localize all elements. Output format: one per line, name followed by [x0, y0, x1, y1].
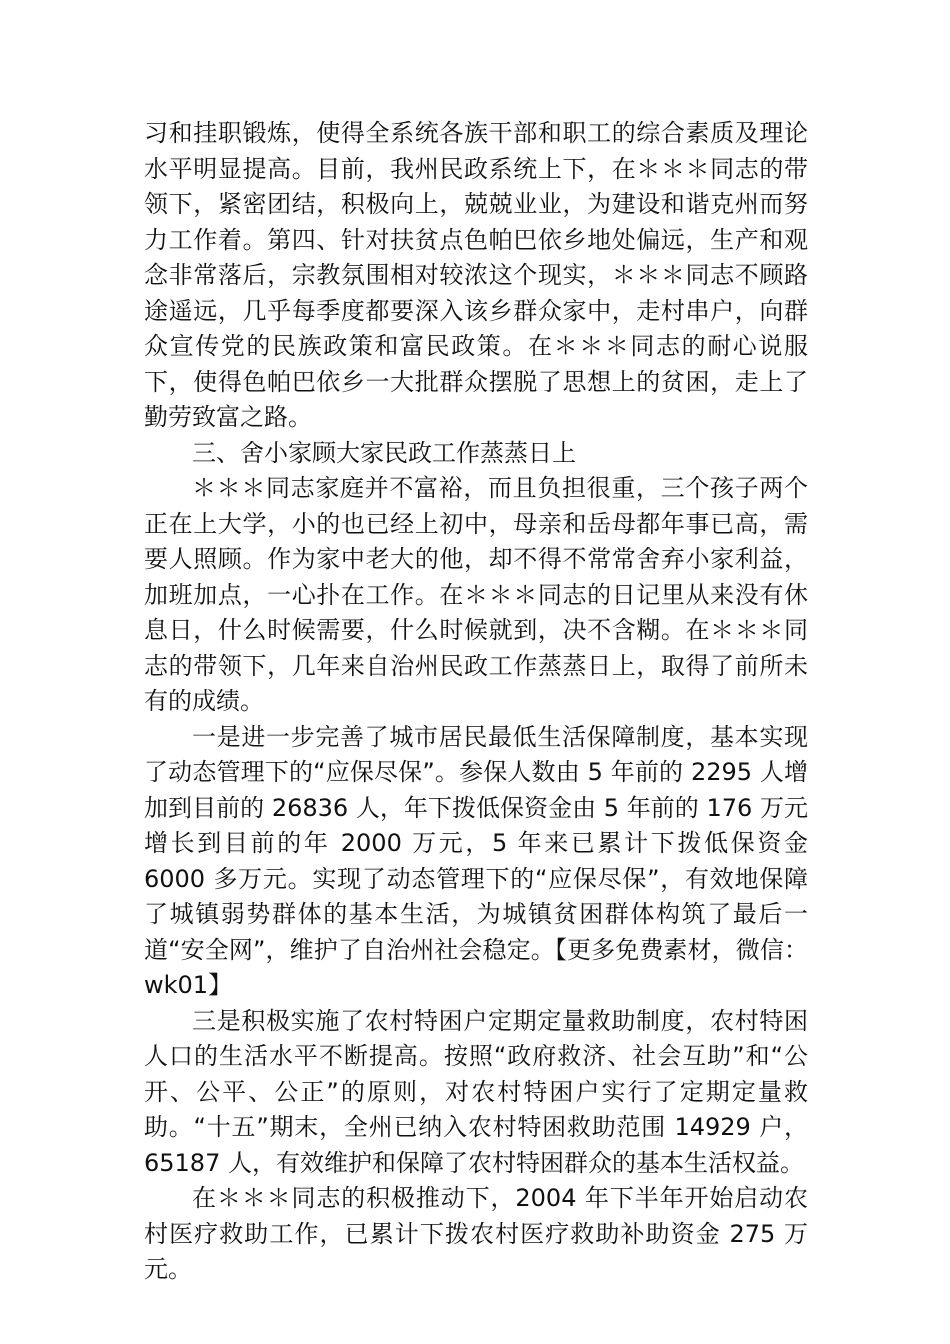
paragraph-continuation: 习和挂职锻炼，使得全系统各族干部和职工的综合素质及理论水平明显提高。目前，我州民政系统上下，在＊＊＊同志的带领下，紧密团结，积极向上，兢兢业业，为建设和谐克州而努力工作着。第四、针对扶贫点色帕巴依乡地处偏远，生产和观念非常落后，宗教氛围相对较浓这个现实，＊＊＊同志不顾路途遥远，几乎每季度都要深入该乡群众家中，走村串户，向群众宣传党的民族政策和富民政策。在＊＊＊同志的耐心说服下，使得色帕巴依乡一大批群众摆脱了思想上的贫困，走上了勤劳致富之路。	[144, 119, 808, 431]
paragraph: 三是积极实施了农村特困户定期定量救助制度，农村特困人口的生活水平不断提高。按照“政府救济、社会互助”和“公开、公平、公正”的原则，对农村特困户实行了定期定量救助。“十五”期末，全州已纳入农村特困救助范围 14929 户，65187 人，有效维护和保障了农村特困群众的基本生活权益。	[144, 1006, 808, 1177]
paragraph: 在＊＊＊同志的积极推动下，2004 年下半年开始启动农村医疗救助工作，已累计下拨农村医疗救助补助资金 275 万元。	[144, 1184, 808, 1283]
document-body	[144, 116, 808, 1288]
paragraph: ＊＊＊同志家庭并不富裕，而且负担很重，三个孩子两个正在上大学，小的也已经上初中，母亲和岳母都年事已高，需要人照顾。作为家中老大的他，却不得不常常舍弃小家利益，加班加点，一心扑在工作。在＊＊＊同志的日记里从来没有休息日，什么时候需要，什么时候就到，决不含糊。在＊＊＊同志的带领下，几年来自治州民政工作蒸蒸日上，取得了前所未有的成绩。	[144, 474, 808, 715]
paragraph: 一是进一步完善了城市居民最低生活保障制度，基本实现了动态管理下的“应保尽保”。参保人数由 5 年前的 2295 人增加到目前的 26836 人，年下拨低保资金由 5 年前的 176 万元增长到目前的年 2000 万元，5 年来已累计下拨低保资金 6000 多万元。实现了动态管理下的“应保尽保”，有效地保障了城镇弱势群体的基本生活，为城镇贫困群体构筑了最后一道“安全网”，维护了自治州社会稳定。【更多免费素材，微信：wk01】	[144, 722, 808, 999]
section-heading: 三、舍小家顾大家民政工作蒸蒸日上	[192, 438, 576, 467]
